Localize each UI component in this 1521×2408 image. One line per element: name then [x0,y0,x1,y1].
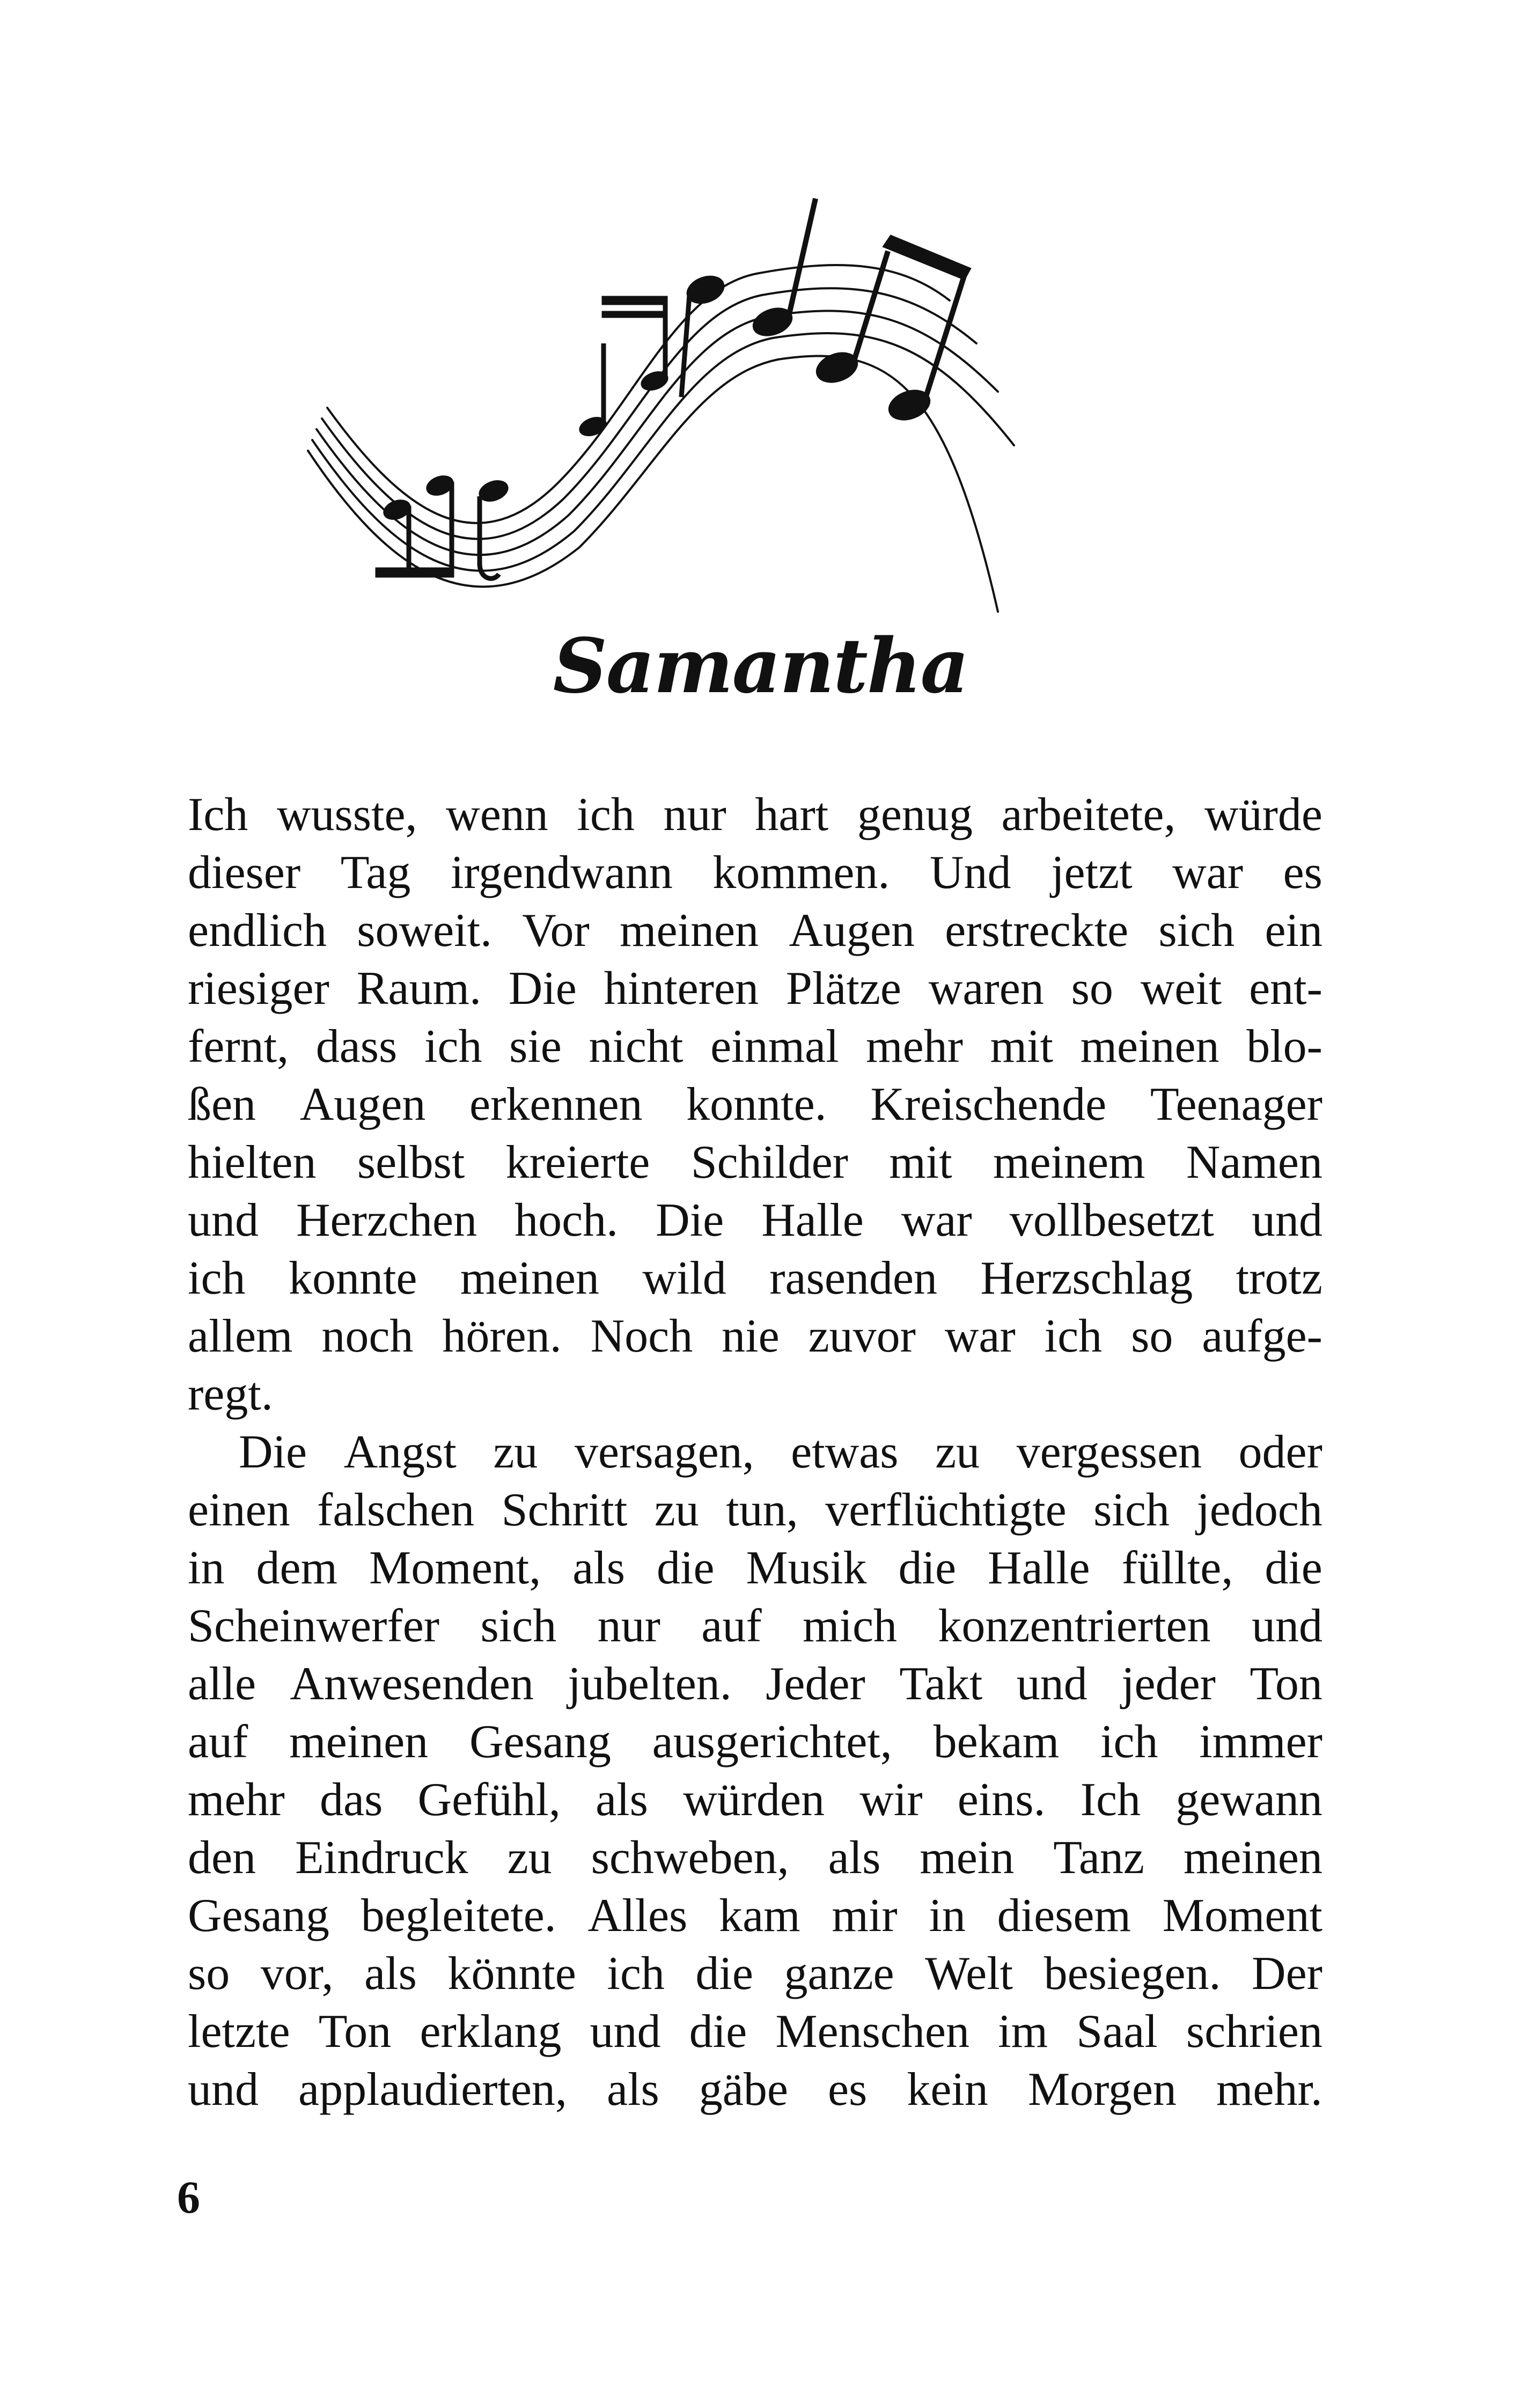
text-line: mehr das Gefühl, als würden wir eins. Ich gewann [188,1774,1322,1826]
text-line: ich konnte meinen wild rasenden Herzschlag trotz [188,1252,1322,1304]
text-line: so vor, als könnte ich die ganze Welt besiegen. Der [188,1948,1322,2000]
text-line: ßen Augen erkennen konnte. Kreischende Teenager [188,1078,1322,1130]
text-line: riesiger Raum. Die hinteren Plätze waren so weit ent- [188,963,1322,1015]
text-line: regt. [188,1368,273,1420]
text-line: letzte Ton erklang und die Menschen im Saal schrien [188,2006,1322,2058]
text-line: Die Angst zu versagen, etwas zu vergessen oder [239,1426,1322,1478]
music-notes-icon [300,182,1213,633]
text-line: alle Anwesenden jubelten. Jeder Takt und jeder Ton [188,1658,1322,1710]
text-line: den Eindruck zu schweben, als mein Tanz meinen [188,1832,1322,1884]
text-line: und applaudierten, als gäbe es kein Morgen mehr. [188,2064,1322,2116]
text-line: fernt, dass ich sie nicht einmal mehr mit meinen blo- [188,1021,1322,1073]
text-line: dieser Tag irgendwann kommen. Und jetzt war es [188,847,1322,899]
chapter-title: Samantha [553,622,968,710]
body-text [188,786,1322,2119]
text-line: auf meinen Gesang ausgerichtet, bekam ich immer [188,1716,1322,1768]
page-number: 6 [177,2171,200,2223]
text-line: und Herzchen hoch. Die Halle war vollbesetzt und [188,1194,1322,1246]
text-line: hielten selbst kreierte Schilder mit meinem Namen [188,1136,1322,1188]
text-line: endlich soweit. Vor meinen Augen erstreckte sich ein [188,905,1322,957]
text-line: Ich wusste, wenn ich nur hart genug arbeitete, würde [188,789,1322,841]
text-line: allem noch hören. Noch nie zuvor war ich so aufge- [188,1310,1322,1362]
text-line: einen falschen Schritt zu tun, verflüchtigte sich jedoch [188,1484,1322,1536]
text-line: Gesang begleitete. Alles kam mir in diesem Moment [188,1890,1322,1942]
text-line: in dem Moment, als die Musik die Halle füllte, die [188,1542,1322,1594]
text-line: Scheinwerfer sich nur auf mich konzentrierten und [188,1600,1322,1652]
